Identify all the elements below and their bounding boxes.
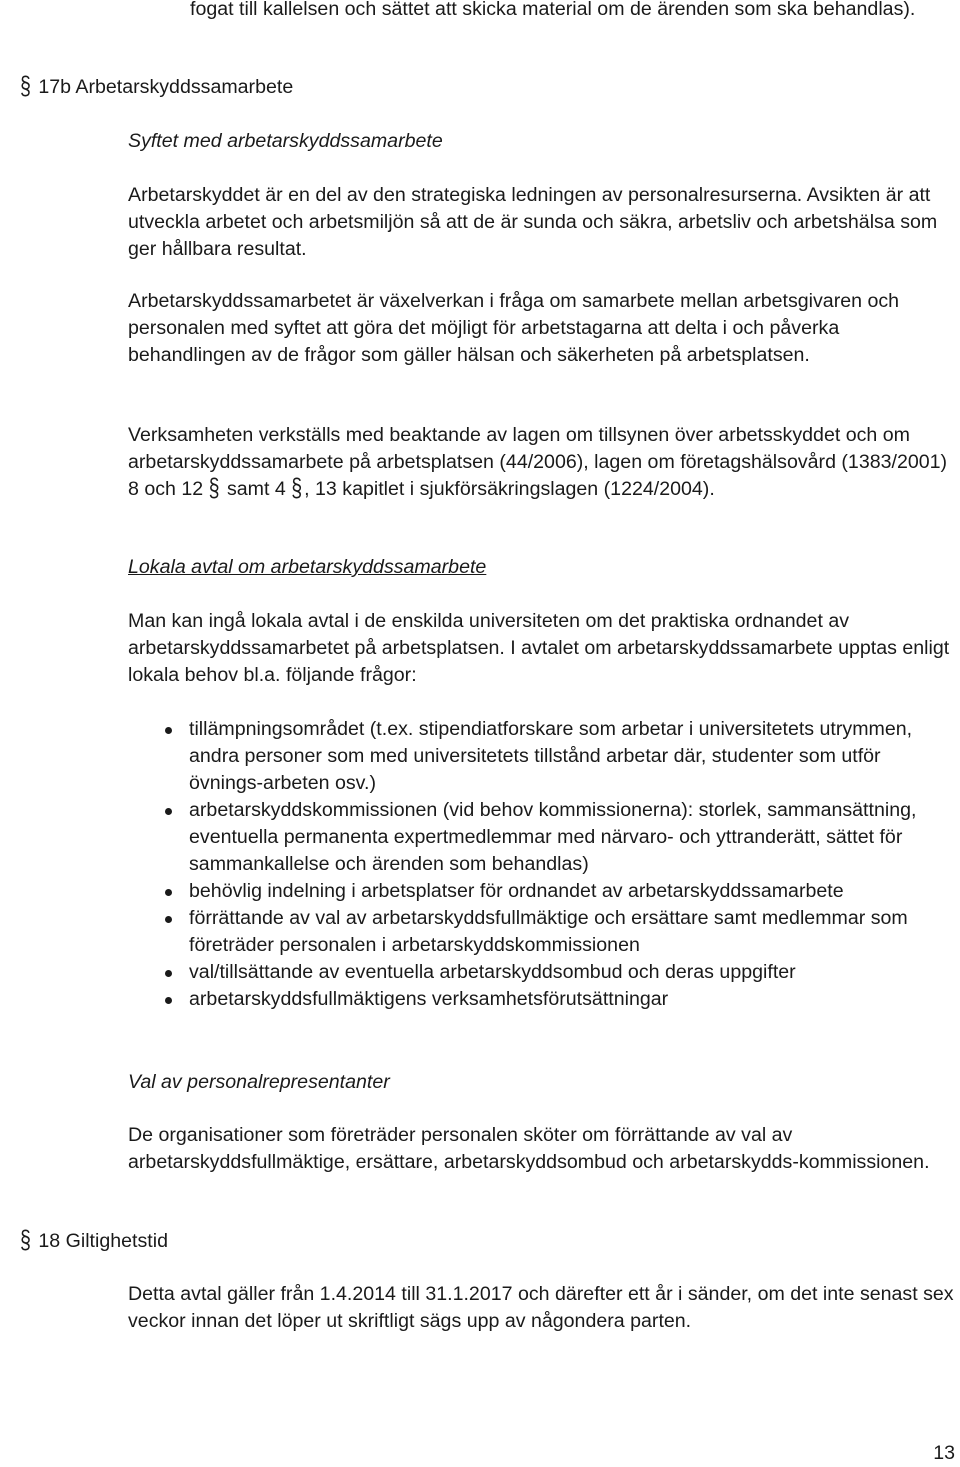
page-number: 13 (933, 1442, 955, 1464)
section-sign: § (20, 1226, 31, 1256)
section-sign: § (291, 474, 303, 504)
local-agreements-heading: Lokala avtal om arbetarskyddssamarbete (128, 556, 487, 578)
list-item: arbetarskyddsfullmäktigens verksamhetsförutsättningar (128, 986, 956, 1013)
purpose-paragraph-2: Arbetarskyddssamarbetet är växelverkan i fråga om samarbete mellan arbetsgivaren och personalen med syftet att göra det möjligt för arbetstagarna att delta i och påverka behandlingen av de frågor som gäller hälsan och säkerheten på arbetsplatsen. (128, 290, 900, 366)
local-agreements-paragraph: Man kan ingå lokala avtal i de enskilda universiteten om det praktiska ordnandet av arbetarskyddssamarbetet på arbetsplatsen. I avtalet om arbetarskyddssamarbete upptas enligt lokala behov bl.a. följande frågor: (128, 610, 950, 686)
section-title: 17b Arbetarskyddssamarbete (38, 76, 294, 98)
list-item: val/tillsättande av eventuella arbetarskyddsombud och deras uppgifter (128, 959, 956, 986)
section-heading-18 (20, 1228, 168, 1255)
section-heading-17b (20, 74, 293, 101)
paragraph-text: samt 4 (221, 478, 292, 500)
intro-continuation: fogat till kallelsen och sättet att skicka material om de ärenden som ska behandlas). (190, 0, 916, 20)
section-title: 18 Giltighetstid (38, 1230, 168, 1252)
section-sign: § (208, 474, 220, 504)
paragraph-text: , 13 kapitlet i sjukförsäkringslagen (1224/2004). (304, 478, 715, 500)
list-item: tillämpningsområdet (t.ex. stipendiatforskare som arbetar i universitetets utrymmen, andra personer som med universitetets tillstånd arbetar där, studenter som utför övnings-arbeten osv.) (128, 716, 956, 797)
validity-paragraph: Detta avtal gäller från 1.4.2014 till 31.1.2017 och därefter ett år i sänder, om det inte senast sex veckor innan det löper ut skriftligt sägs upp av någondera parten. (128, 1283, 954, 1332)
list-item: arbetarskyddskommissionen (vid behov kommissionerna): storlek, sammansättning, eventuella permanenta expertmedlemmar med närvaro- och yttranderätt, sättet för sammankallelse och ärenden som behandlas) (128, 797, 956, 878)
section-sign: § (20, 72, 31, 102)
representatives-paragraph: De organisationer som företräder personalen sköter om förrättande av val av arbetarskyddsfullmäktige, ersättare, arbetarskyddsombud och arbetarskydds-kommissionen. (128, 1124, 930, 1173)
local-agreements-list (128, 716, 956, 1013)
purpose-paragraph-3 (128, 422, 956, 503)
paragraph-text: Verksamheten verkställs med beaktande av lagen om tillsynen över arbetsskyddet och om arbetarskyddssamarbete på arbetsplatsen (44/2006), lagen om företagshälsovård (1383/2001) 8 och 12 (128, 424, 948, 500)
purpose-paragraph-1: Arbetarskyddet är en del av den strategiska ledningen av personalresurserna. Avsikten är att utveckla arbetet och arbetsmiljön så att de är sunda och säkra, arbetsliv och arbetshälsa som ger hållbara resultat. (128, 184, 938, 260)
list-item: förrättande av val av arbetarskyddsfullmäktige och ersättare samt medlemmar som företräder personalen i arbetarskyddskommissionen (128, 905, 956, 959)
list-item: behövlig indelning i arbetsplatser för ordnandet av arbetarskyddssamarbete (128, 878, 956, 905)
purpose-heading: Syftet med arbetarskyddssamarbete (128, 130, 443, 152)
representatives-heading: Val av personalrepresentanter (128, 1071, 390, 1093)
